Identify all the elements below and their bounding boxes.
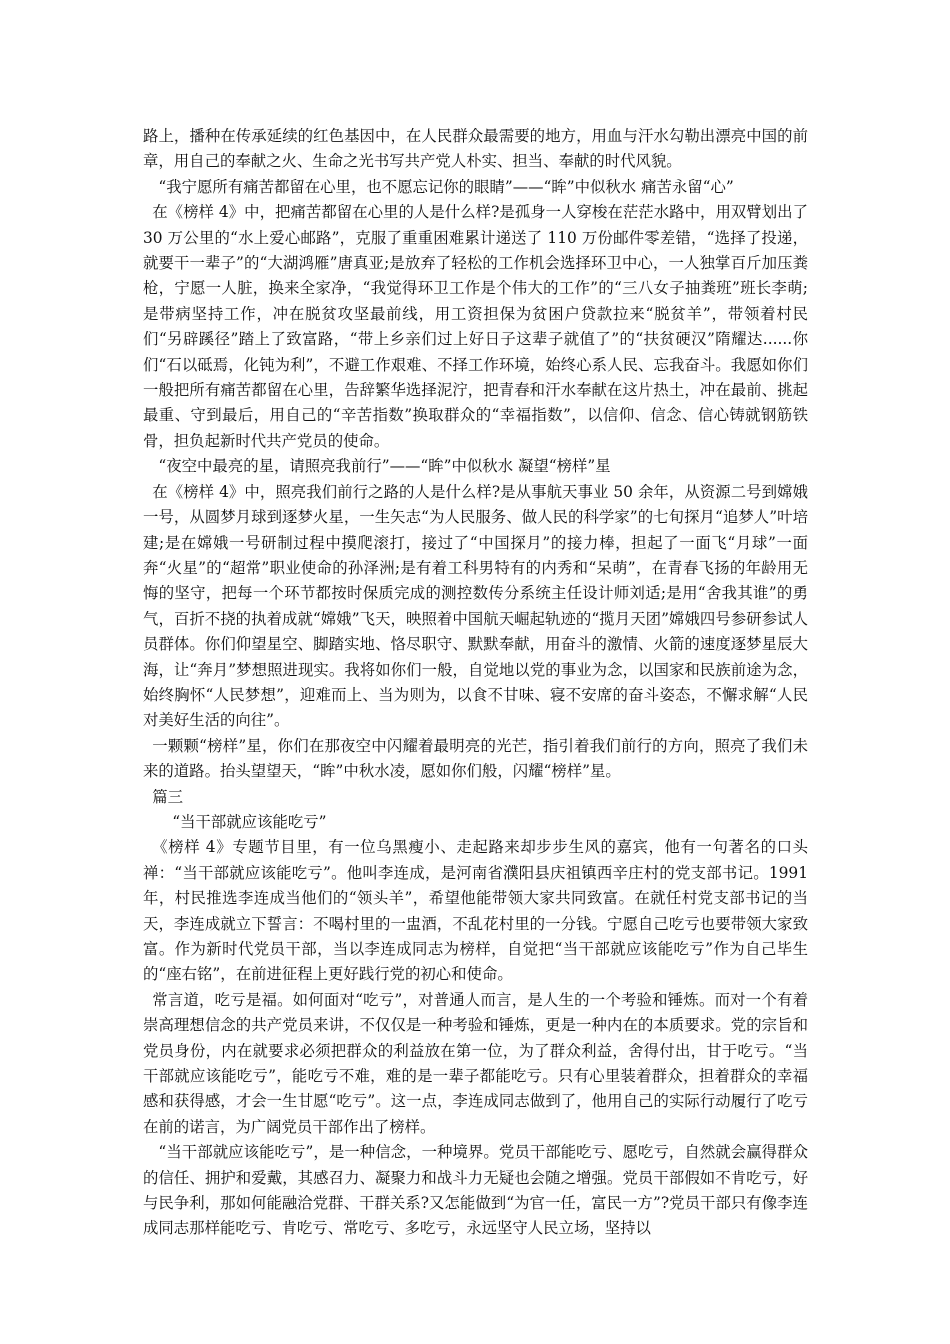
paragraph-role-model-star: 一颗颗“榜样”星，你们在那夜空中闪耀着最明亮的光芒，指引着我们前行的方向，照亮了我们未来的道路。抬头望望天，“眸”中秋水凌，愿如你们般，闪耀“榜样”星。 — [143, 736, 808, 781]
section-heading-star: “夜空中最亮的星，请照亮我前行”——“眸”中似秋水 凝望“榜样”星 — [158, 457, 611, 476]
paragraph-continuation: 路上，播种在传承延续的红色基因中，在人民群众最需要的地方，用血与汗水勾勒出漂亮中国的前章，用自己的奉献之火、生命之光书写共产党人朴实、担当、奉献的时代风貌。 — [143, 127, 808, 171]
paragraph-pain-in-heart: 在《榜样 4》中，把痛苦都留在心里的人是什么样?是孤身一人穿梭在茫茫水路中，用双臂划出了 30 万公里的“水上爱心邮路”，克服了重重困难累计递送了 110 万份邮件零差错，“选择了投递，就要干一辈子”的“大湖鸿雁”唐真亚;是放弃了轻松的工作机会选择环卫中心，一人独掌百斤加压粪枪，宁愿一人脏，换来全家净，“我觉得环卫工作是个伟大的工作”的“三八女子抽粪班”班长李萌;是带病坚持工作，冲在脱贫攻坚最前线，用工资担保为贫困户贷款拉来“脱贫羊”，带领着村民们“另辟蹊径”踏上了致富路，“带上乡亲们过上好日子这辈子就值了”的“扶贫硬汉”隋耀达......你们“石以砥焉，化钝为利”，不避工作艰难、不择工作环境，始终心系人民、忘我奋斗。我愿如你们一般把所有痛苦都留在心里，告辞繁华选择泥泞，把青春和汗水奉献在这片热土，冲在最前、挑起最重、守到最后，用自己的“辛苦指数”换取群众的“幸福指数”，以信仰、信念、信心铸就钢筋铁骨，担负起新时代共产党员的使命。 — [143, 203, 808, 450]
document-page — [143, 124, 808, 1242]
paragraph-suffer-loss-is-blessing: 常言道，吃亏是福。如何面对“吃亏”，对普通人而言，是人生的一个考验和锤炼。而对一个有着崇高理想信念的共产党员来讲，不仅仅是一种考验和锤炼，更是一种内在的本质要求。党的宗旨和党员身份，内在就要求必须把群众的利益放在第一位，为了群众利益，舍得付出，甘于吃亏。“当干部就应该能吃亏”，能吃亏不难，难的是一辈子都能吃亏。只有心里装着群众，担着群众的幸福感和获得感，才会一生甘愿“吃亏”。这一点，李连成同志做到了，他用自己的实际行动履行了吃亏在前的诺言，为广阔党员干部作出了榜样。 — [143, 990, 808, 1136]
paragraph-belief-and-realm: “当干部就应该能吃亏”，是一种信念，一种境界。党员干部能吃亏、愿吃亏，自然就会赢得群众的信任、拥护和爱戴，其感召力、凝聚力和战斗力无疑也会随之增强。党员干部假如不肯吃亏，好与民争利，那如何能融洽党群、干群关系?又怎能做到“为官一任，富民一方”?党员干部只有像李连成同志那样能吃亏、肯吃亏、常吃亏、多吃亏，永远坚守人民立场，坚持以 — [143, 1143, 808, 1238]
section-heading-heart: “我宁愿所有痛苦都留在心里，也不愿忘记你的眼睛”——“眸”中似秋水 痛苦永留“心” — [158, 177, 734, 196]
paragraph-brightest-star: 在《榜样 4》中，照亮我们前行之路的人是什么样?是从事航天事业 50 余年，从资源二号到嫦娥一号，从圆梦月球到逐梦火星，一生矢志“为人民服务、做人民的科学家”的七旬探月“追梦人”叶培建;是在嫦娥一号研制过程中摸爬滚打，接过了“中国探月”的接力棒，担起了一面飞“月球”一面奔“火星”的“超常”职业使命的孙泽洲;是有着工科男特有的内秀和“呆萌”，在青春飞扬的年龄用无悔的坚守，把每一个环节都按时保质完成的测控数传分系统主任设计师刘适;是用“舍我其谁”的勇气，百折不挠的执着成就“嫦娥”飞天，映照着中国航天崛起轨迹的“揽月天团”嫦娥四号参研参试人员群体。你们仰望星空、脚踏实地、恪尽职守、默默奉献，用奋斗的激情、火箭的速度逐梦星辰大海，让“奔月”梦想照进现实。我将如你们一般，自觉地以党的事业为念，以国家和民族前途为念，始终胸怀“人民梦想”，迎难而上、当为则为，以食不甘味、寝不安席的奋斗姿态，不懈求解“人民对美好生活的向往”。 — [143, 482, 808, 730]
article-title: “当干部就应该能吃亏” — [172, 812, 327, 831]
section-label-part-three: 篇三 — [152, 787, 184, 806]
paragraph-li-liancheng: 《榜样 4》专题节目里，有一位乌黑瘦小、走起路来却步步生风的嘉宾，他有一句著名的口头禅：“当干部就应该能吃亏”。他叫李连成，是河南省濮阳县庆祖镇西辛庄村的党支部书记。1991 年，村民推选李连成当他们的“领头羊”，希望他能带领大家共同致富。在就任村党支部书记的当天，李连成就立下誓言：不喝村里的一盅酒，不乱花村里的一分钱。宁愿自己吃亏也要带领大家致富。作为新时代党员干部，当以李连成同志为榜样，自觉把“当干部就应该能吃亏”作为自己毕生的“座右铭”，在前进征程上更好践行党的初心和使命。 — [143, 838, 808, 984]
